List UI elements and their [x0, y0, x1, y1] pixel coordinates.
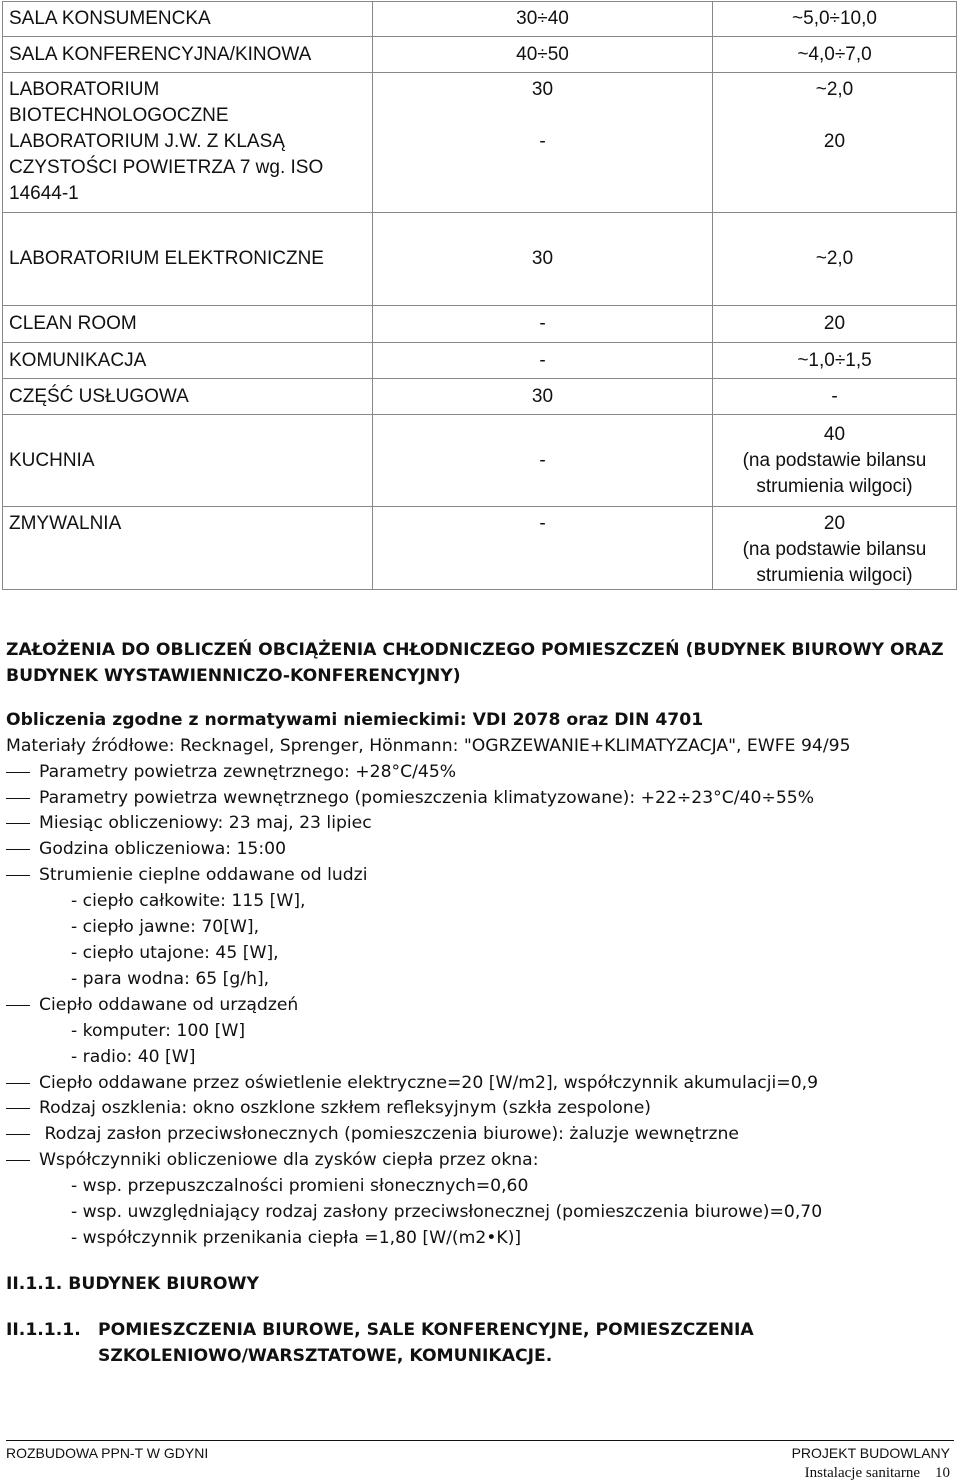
assumptions-list: [6, 760, 954, 1252]
footer-section: [805, 1465, 950, 1482]
value-line: -: [539, 131, 546, 152]
room-name-line: LABORATORIUM: [9, 79, 160, 100]
value-col3: [713, 415, 957, 507]
table-row: [3, 2, 957, 37]
value-col3: ~5,0÷10,0: [713, 2, 957, 37]
subsection-number: II.1.1.1.: [6, 1319, 81, 1340]
table-row: [3, 343, 957, 379]
dash-bullet-icon: [6, 1134, 30, 1135]
list-item-text: Współczynniki obliczeniowe dla zysków ciepła przez okna:: [39, 1150, 539, 1171]
list-subitem: - ciepło jawne: 70[W],: [71, 917, 260, 938]
value-col2: 30: [373, 213, 713, 306]
list-item-text: Strumienie cieplne oddawane od ludzi: [39, 865, 368, 886]
list-item: [6, 1071, 954, 1097]
value-line: (na podstawie bilansu: [742, 449, 927, 471]
section-title: II.1.1. BUDYNEK BIUROWY: [6, 1273, 259, 1294]
list-subitem: - radio: 40 [W]: [71, 1046, 196, 1067]
room-name: KOMUNIKACJA: [3, 343, 373, 379]
list-item: [6, 993, 954, 1019]
list-subitem: - wsp. przepuszczalności promieni słonecznych=0,60: [71, 1176, 529, 1197]
value-col2: 30: [373, 379, 713, 415]
table-row: [3, 306, 957, 343]
list-item-text: Rodzaj oszklenia: okno oszklone szkłem refleksyjnym (szkła zespolone): [39, 1098, 651, 1119]
room-name: CLEAN ROOM: [3, 306, 373, 343]
table-row: [3, 213, 957, 306]
value-col3: [713, 507, 957, 590]
room-name: SALA KONFERENCYJNA/KINOWA: [3, 37, 373, 73]
dash-bullet-icon: [6, 1160, 30, 1161]
dash-bullet-icon: [6, 1108, 30, 1109]
value-col2: -: [373, 507, 713, 590]
value-col2: -: [373, 415, 713, 507]
list-subitem: - współczynnik przenikania ciepła =1,80 [W/(m2•K)]: [71, 1227, 522, 1248]
room-name: LABORATORIUM ELEKTRONICZNE: [3, 213, 373, 306]
value-col3: ~2,0: [713, 213, 957, 306]
table-row: [3, 37, 957, 73]
value-line: 20: [823, 131, 846, 152]
subsection-line: POMIESZCZENIA BIUROWE, SALE KONFERENCYJNE, POMIESZCZENIA: [98, 1319, 754, 1340]
room-name-line: CZYSTOŚCI POWIETRZA 7 wg. ISO: [9, 157, 324, 178]
table-row: [3, 379, 957, 415]
list-item: [6, 1096, 954, 1122]
value-line: ~2,0: [815, 79, 854, 100]
list-subitem: - ciepło całkowite: 115 [W],: [71, 891, 306, 912]
dash-bullet-icon: [6, 875, 30, 876]
value-col3: [713, 73, 957, 213]
list-item: [6, 837, 954, 863]
list-item: [6, 760, 954, 786]
list-item-text: Miesiąc obliczeniowy: 23 maj, 23 lipiec: [39, 813, 372, 834]
value-col3: -: [713, 379, 957, 415]
value-line: 20: [823, 513, 846, 534]
value-col3: ~1,0÷1,5: [713, 343, 957, 379]
list-item-text: Ciepło oddawane od urządzeń: [39, 994, 299, 1015]
dash-bullet-icon: [6, 1005, 30, 1006]
dash-bullet-icon: [6, 772, 30, 773]
dash-bullet-icon: [6, 849, 30, 850]
value-col3: 20: [713, 306, 957, 343]
value-line: 40: [823, 423, 846, 445]
list-item: [6, 1122, 954, 1148]
value-col2: 40÷50: [373, 37, 713, 73]
value-col2: -: [373, 306, 713, 343]
norms-line: Obliczenia zgodne z normatywami niemieckimi: VDI 2078 oraz DIN 4701: [6, 709, 704, 730]
list-subitem: - komputer: 100 [W]: [71, 1020, 246, 1041]
dash-bullet-icon: [6, 798, 30, 799]
room-name: CZĘŚĆ USŁUGOWA: [3, 379, 373, 415]
table-row: [3, 73, 957, 213]
subsection-line: SZKOLENIOWO/WARSZTATOWE, KOMUNIKACJE.: [98, 1345, 553, 1366]
list-item: [6, 863, 954, 889]
page-number: 10: [935, 1465, 950, 1481]
footer-project-stage: PROJEKT BUDOWLANY: [791, 1445, 950, 1461]
value-line: strumienia wilgoci): [756, 475, 913, 497]
list-item-text: Ciepło oddawane przez oświetlenie elektryczne=20 [W/m2], współczynnik akumulacji=0,9: [39, 1072, 819, 1093]
page-footer: [6, 1440, 954, 1481]
subsection-title: [6, 1318, 954, 1370]
value-col2: -: [373, 343, 713, 379]
dash-bullet-icon: [6, 823, 30, 824]
room-parameters-table: [2, 1, 957, 590]
room-name-line: LABORATORIUM J.W. Z KLASĄ: [9, 131, 285, 152]
value-col3: ~4,0÷7,0: [713, 37, 957, 73]
footer-project-name: ROZBUDOWA PPN-T W GDYNI: [6, 1445, 209, 1461]
value-col2: [373, 73, 713, 213]
list-item-text: Parametry powietrza wewnętrznego (pomieszczenia klimatyzowane): +22÷23°C/40÷55%: [39, 787, 815, 808]
value-col2: 30÷40: [373, 2, 713, 37]
dash-bullet-icon: [6, 1083, 30, 1084]
value-line: 30: [531, 79, 554, 100]
value-line: (na podstawie bilansu: [742, 539, 927, 560]
room-name: KUCHNIA: [3, 415, 373, 507]
list-item: [6, 811, 954, 837]
list-subitem: - para wodna: 65 [g/h],: [71, 968, 270, 989]
subsection-text: [98, 1318, 754, 1370]
section-heading: ZAŁOŻENIA DO OBLICZEŃ OBCIĄŻENIA CHŁODNICZEGO POMIESZCZEŃ (BUDYNEK BIUROWY ORAZ BUDYNEK WYSTAWIENNICZO-KONFERENCYJNY): [6, 640, 944, 686]
room-name: ZMYWALNIA: [3, 507, 373, 590]
room-name: [3, 73, 373, 213]
table-row: [3, 415, 957, 507]
value-line: strumienia wilgoci): [756, 565, 913, 586]
list-item: [6, 786, 954, 812]
list-subitem: - ciepło utajone: 45 [W],: [71, 942, 279, 963]
sources-line: Materiały źródłowe: Recknagel, Sprenger, Hönmann: "OGRZEWANIE+KLIMATYZACJA", EWFE 94/95: [6, 735, 851, 756]
document-body: [6, 638, 954, 1370]
room-name: SALA KONSUMENCKA: [3, 2, 373, 37]
list-item-text: Parametry powietrza zewnętrznego: +28°C/45%: [39, 761, 457, 782]
footer-section-name: Instalacje sanitarne: [804, 1465, 920, 1481]
table-row: [3, 507, 957, 590]
list-item-text: Godzina obliczeniowa: 15:00: [39, 839, 287, 860]
room-name-line: BIOTECHNOLOGOCZNE: [9, 105, 229, 126]
list-item: [6, 1148, 954, 1174]
list-item-text: Rodzaj zasłon przeciwsłonecznych (pomieszczenia biurowe): żaluzje wewnętrzne: [39, 1124, 739, 1145]
list-subitem: - wsp. uwzględniający rodzaj zasłony przeciwsłonecznej (pomieszczenia biurowe)=0,70: [71, 1202, 823, 1223]
room-name-line: 14644-1: [9, 183, 79, 204]
